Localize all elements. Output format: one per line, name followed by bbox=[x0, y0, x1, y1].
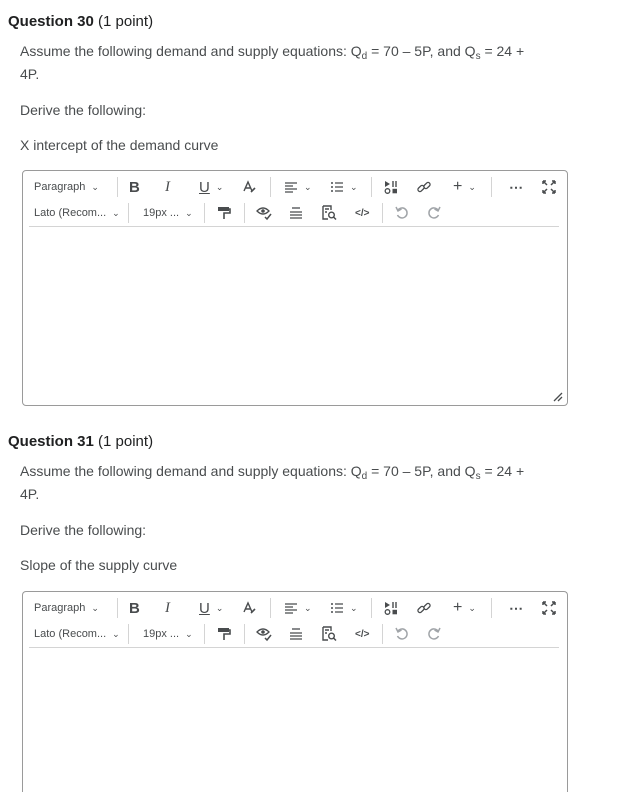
word-count-icon[interactable] bbox=[289, 203, 303, 223]
chevron-down-icon: ⌄ bbox=[91, 181, 99, 192]
block-format-dropdown[interactable]: Paragraph ⌄ bbox=[34, 181, 99, 193]
resize-handle-icon[interactable] bbox=[551, 390, 563, 402]
italic-button[interactable]: I bbox=[165, 178, 170, 195]
insert-dropdown[interactable]: + ⌄ bbox=[453, 599, 476, 616]
toolbar-divider bbox=[29, 647, 559, 648]
question-stem: Assume the following demand and supply equations: $Q_d = 70 - 5P$, and $Q_s = 24$ + 4P. bbox=[20, 463, 525, 502]
media-icon[interactable] bbox=[383, 598, 399, 618]
chevron-down-icon: ⌄ bbox=[215, 602, 224, 613]
chevron-down-icon: ⌄ bbox=[304, 602, 312, 613]
link-icon[interactable] bbox=[416, 598, 432, 618]
list-dropdown[interactable] bbox=[330, 598, 358, 618]
chevron-down-icon: ⌄ bbox=[215, 181, 224, 192]
undo-icon[interactable] bbox=[395, 203, 409, 223]
redo-icon[interactable] bbox=[427, 624, 441, 644]
text-color-icon[interactable] bbox=[241, 177, 257, 197]
text-color-icon[interactable] bbox=[241, 598, 257, 618]
font-family-dropdown[interactable]: Lato (Recom... ⌄ bbox=[34, 628, 120, 640]
chevron-down-icon: ⌄ bbox=[350, 602, 358, 613]
question-heading bbox=[8, 433, 153, 450]
question-points: (1 point) bbox=[98, 13, 154, 30]
font-size-dropdown[interactable]: 19px ... ⌄ bbox=[143, 628, 193, 640]
more-options-icon[interactable]: ⋯ bbox=[509, 599, 523, 616]
question-prompt: X intercept of the demand curve bbox=[20, 137, 219, 153]
bullet-list-icon bbox=[330, 602, 344, 614]
redo-icon[interactable] bbox=[427, 203, 441, 223]
font-size-dropdown[interactable]: 19px ... ⌄ bbox=[143, 207, 193, 219]
list-dropdown[interactable] bbox=[330, 177, 358, 197]
source-code-icon[interactable]: </> bbox=[355, 207, 370, 219]
fullscreen-icon[interactable] bbox=[542, 177, 556, 197]
underline-button[interactable]: U ⌄ bbox=[199, 599, 224, 617]
align-dropdown[interactable] bbox=[284, 598, 312, 618]
align-dropdown[interactable] bbox=[284, 177, 312, 197]
word-count-icon[interactable] bbox=[289, 624, 303, 644]
chevron-down-icon: ⌄ bbox=[91, 602, 99, 613]
chevron-down-icon: ⌄ bbox=[112, 628, 120, 639]
toolbar-divider bbox=[29, 226, 559, 227]
question-prompt: Slope of the supply curve bbox=[20, 557, 178, 573]
fullscreen-icon[interactable] bbox=[542, 598, 556, 618]
italic-button[interactable]: I bbox=[165, 599, 170, 616]
source-code-icon[interactable]: </> bbox=[355, 628, 370, 640]
question-instruction: Derive the following: bbox=[20, 102, 147, 118]
question-heading bbox=[8, 13, 153, 30]
chevron-down-icon: ⌄ bbox=[304, 181, 312, 192]
editor-toolbar bbox=[23, 171, 567, 227]
chevron-down-icon: ⌄ bbox=[185, 207, 193, 218]
block-format-dropdown[interactable]: Paragraph ⌄ bbox=[34, 602, 99, 614]
editor-toolbar bbox=[23, 592, 567, 648]
chevron-down-icon: ⌄ bbox=[468, 181, 476, 192]
format-painter-icon[interactable] bbox=[217, 624, 231, 644]
undo-icon[interactable] bbox=[395, 624, 409, 644]
question-title: Question 30 bbox=[8, 13, 94, 30]
question-title: Question 31 bbox=[8, 433, 94, 450]
chevron-down-icon: ⌄ bbox=[350, 181, 358, 192]
more-options-icon[interactable]: ⋯ bbox=[509, 178, 523, 195]
bold-button[interactable]: B bbox=[129, 178, 140, 196]
insert-dropdown[interactable]: + ⌄ bbox=[453, 178, 476, 195]
align-left-icon bbox=[284, 181, 298, 193]
bullet-list-icon bbox=[330, 181, 344, 193]
accessibility-checker-icon[interactable] bbox=[256, 203, 272, 223]
underline-button[interactable]: U ⌄ bbox=[199, 178, 224, 196]
accessibility-checker-icon[interactable] bbox=[256, 624, 272, 644]
question-stem: Assume the following demand and supply equations: $Q_d = 70 - 5P$, and $Q_s = 24$ + 4P. bbox=[20, 43, 525, 82]
font-family-dropdown[interactable]: Lato (Recom... ⌄ bbox=[34, 207, 120, 219]
answer-editor[interactable] bbox=[22, 591, 568, 792]
preview-icon[interactable] bbox=[321, 203, 337, 223]
chevron-down-icon: ⌄ bbox=[185, 628, 193, 639]
align-left-icon bbox=[284, 602, 298, 614]
chevron-down-icon: ⌄ bbox=[468, 602, 476, 613]
question-instruction: Derive the following: bbox=[20, 522, 147, 538]
question-points: (1 point) bbox=[98, 433, 154, 450]
preview-icon[interactable] bbox=[321, 624, 337, 644]
link-icon[interactable] bbox=[416, 177, 432, 197]
bold-button[interactable]: B bbox=[129, 599, 140, 617]
chevron-down-icon: ⌄ bbox=[112, 207, 120, 218]
answer-editor[interactable] bbox=[22, 170, 568, 406]
media-icon[interactable] bbox=[383, 177, 399, 197]
format-painter-icon[interactable] bbox=[217, 203, 231, 223]
